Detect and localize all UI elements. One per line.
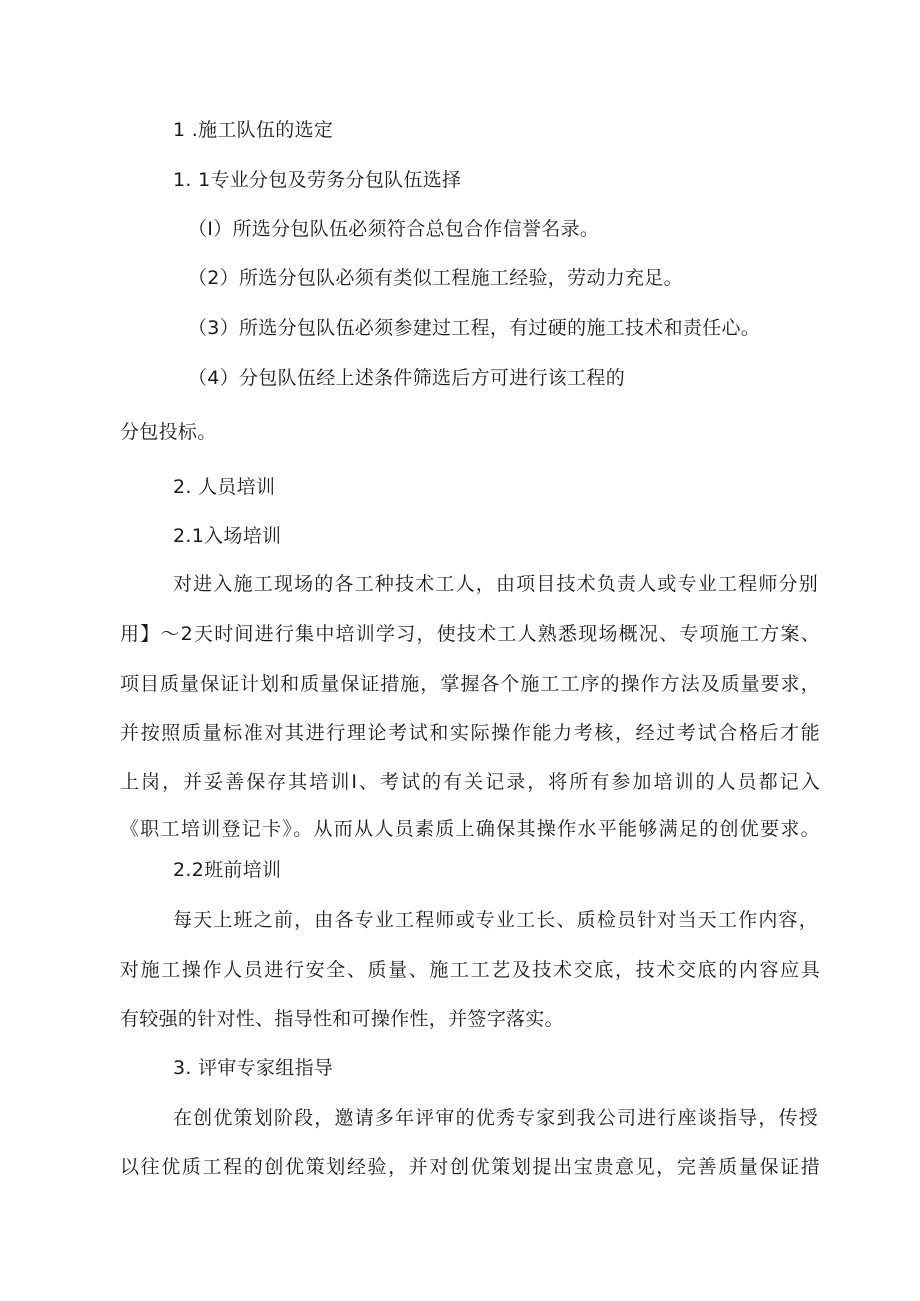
list-item-4-continuation: 分包投标。: [120, 421, 217, 443]
list-item-2: （2）所选分包队必须有类似工程施工经验，劳动力充足。: [188, 267, 683, 289]
paragraph-line: 有较强的针对性、指导性和可操作性，并签字落实。: [120, 1008, 564, 1030]
subheading-pre-shift-training: 2.2班前培训: [173, 859, 282, 881]
heading-expert-guidance: 3. 评审专家组指导: [173, 1057, 334, 1079]
heading-team-selection: 1 .施工队伍的选定: [173, 119, 334, 141]
list-item-3: （3）所选分包队伍必须参建过工程，有过硬的施工技术和责任心。: [188, 317, 761, 339]
list-item-4: （4）分包队伍经上述条件筛选后方可进行该工程的: [188, 367, 625, 389]
subheading-entry-training: 2.1入场培训: [173, 525, 282, 547]
paragraph-line: 《职工培训登记卡》。从而从人员素质上确保其操作水平能够满足的创优要求。: [120, 818, 820, 840]
subheading-subcontract-selection: 1. 1专业分包及劳务分包队伍选择: [173, 169, 462, 191]
paragraph-line: 用】～2天时间进行集中培训学习，使技术工人熟悉现场概况、专项施工方案、: [120, 623, 820, 645]
paragraph-line: 项目质量保证计划和质量保证措施，掌握各个施工工序的操作方法及质量要求，: [120, 673, 820, 695]
paragraph-line: 上岗，并妥善保存其培训I、考试的有关记录，将所有参加培训的人员都记入: [120, 771, 820, 793]
heading-personnel-training: 2. 人员培训: [173, 476, 276, 498]
paragraph-line: 对施工操作人员进行安全、质量、施工工艺及技术交底，技术交底的内容应具: [120, 959, 820, 981]
paragraph-line: 在创优策划阶段，邀请多年评审的优秀专家到我公司进行座谈指导，传授: [173, 1107, 818, 1129]
list-item-1: （I）所选分包队伍必须符合总包合作信誉名录。: [188, 218, 600, 240]
paragraph-line: 并按照质量标准对其进行理论考试和实际操作能力考核，经过考试合格后才能: [120, 722, 820, 744]
paragraph-line: 每天上班之前，由各专业工程师或专业工长、质检员针对当天工作内容，: [173, 909, 818, 931]
paragraph-line: 以往优质工程的创优策划经验，并对创优策划提出宝贵意见，完善质量保证措: [120, 1156, 820, 1178]
paragraph-line: 对进入施工现场的各工种技术工人，由项目技术负责人或专业工程师分别: [173, 573, 818, 595]
